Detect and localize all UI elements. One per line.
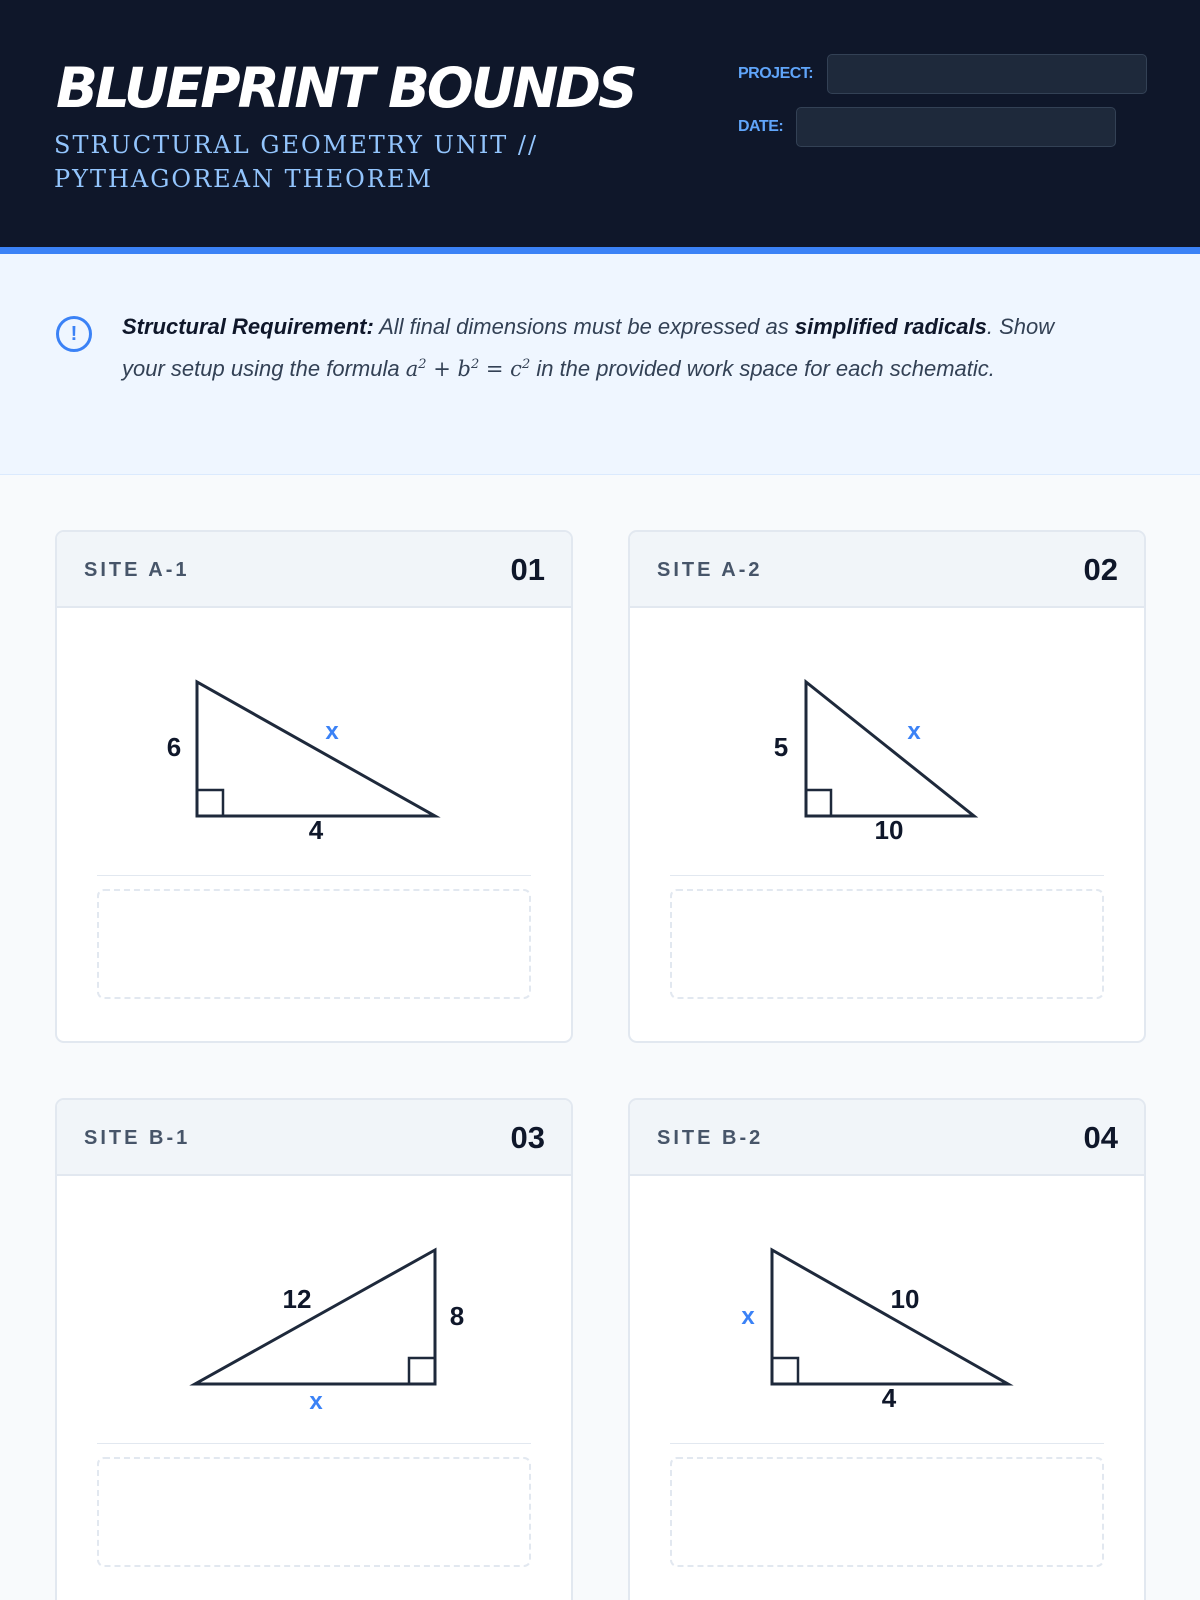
triangle-shape: [197, 682, 435, 816]
triangle-diagram: [630, 1176, 1146, 1426]
right-angle-marker: [772, 1358, 798, 1384]
problem-number: 02: [1083, 552, 1118, 587]
triangle-shape: [195, 1250, 435, 1384]
header: [0, 0, 1200, 254]
card-header: [630, 532, 1144, 608]
requirement-body-1: All final dimensions must be expressed as: [373, 314, 795, 339]
requirement-text: [122, 308, 1102, 388]
right-angle-marker: [806, 790, 831, 816]
alert-icon: !: [56, 316, 92, 352]
leg-label-bottom: 4: [881, 1383, 897, 1413]
project-label: PROJECT:: [738, 65, 814, 82]
requirement-body-2: . Show your setup using the formula: [122, 314, 1055, 381]
work-space[interactable]: [97, 1457, 531, 1567]
triangle-shape: [772, 1250, 1008, 1384]
site-label: SITE B-2: [657, 1127, 764, 1149]
hypotenuse-label: x: [907, 718, 921, 745]
problem-card-01: [55, 530, 573, 1043]
page-subtitle: STRUCTURAL GEOMETRY UNIT // PYTHAGOREAN THEOREM: [54, 131, 539, 193]
divider: [97, 875, 531, 876]
problem-number: 01: [510, 552, 545, 587]
leg-label-bottom: 4: [308, 815, 324, 845]
right-angle-marker: [409, 1358, 435, 1384]
problem-card-04: [628, 1098, 1146, 1600]
work-space[interactable]: [670, 1457, 1104, 1567]
work-space[interactable]: [670, 889, 1104, 999]
card-header: [57, 532, 571, 608]
problem-card-02: [628, 530, 1146, 1043]
card-header: [630, 1100, 1144, 1176]
triangle-diagram: [57, 1176, 573, 1426]
leg-label-left: 6: [166, 732, 182, 762]
requirement-body-3: in the provided work space for each schematic.: [530, 356, 995, 381]
leg-label-bottom: 10: [874, 815, 904, 845]
hypotenuse-label: x: [325, 718, 339, 745]
card-header: [57, 1100, 571, 1176]
hypotenuse-label: 10: [890, 1284, 920, 1314]
problem-card-03: [55, 1098, 573, 1600]
problem-number: 03: [510, 1120, 545, 1155]
problem-number: 04: [1083, 1120, 1118, 1155]
date-field[interactable]: [796, 107, 1116, 147]
leg-label-bottom: x: [309, 1388, 323, 1415]
site-label: SITE A-1: [84, 559, 190, 581]
divider: [97, 1443, 531, 1444]
date-label: DATE:: [738, 118, 784, 135]
triangle-diagram: [630, 608, 1146, 858]
work-space[interactable]: [97, 889, 531, 999]
divider: [670, 1443, 1104, 1444]
divider: [670, 875, 1104, 876]
site-label: SITE B-1: [84, 1127, 191, 1149]
leg-label-left: x: [741, 1303, 755, 1330]
requirement-lead: Structural Requirement:: [122, 314, 374, 339]
project-field[interactable]: [827, 54, 1147, 94]
page-title: BLUEPRINT BOUNDS: [56, 56, 635, 120]
leg-label-left: 5: [773, 732, 789, 762]
right-angle-marker: [197, 790, 223, 816]
triangle-diagram: [57, 608, 573, 858]
hypotenuse-label: 12: [282, 1284, 312, 1314]
formula: $a^2 + b^2 = c^2$: [405, 357, 531, 381]
requirement-emphasis: simplified radicals: [794, 314, 987, 339]
site-label: SITE A-2: [657, 559, 763, 581]
leg-label-right: 8: [449, 1301, 465, 1331]
